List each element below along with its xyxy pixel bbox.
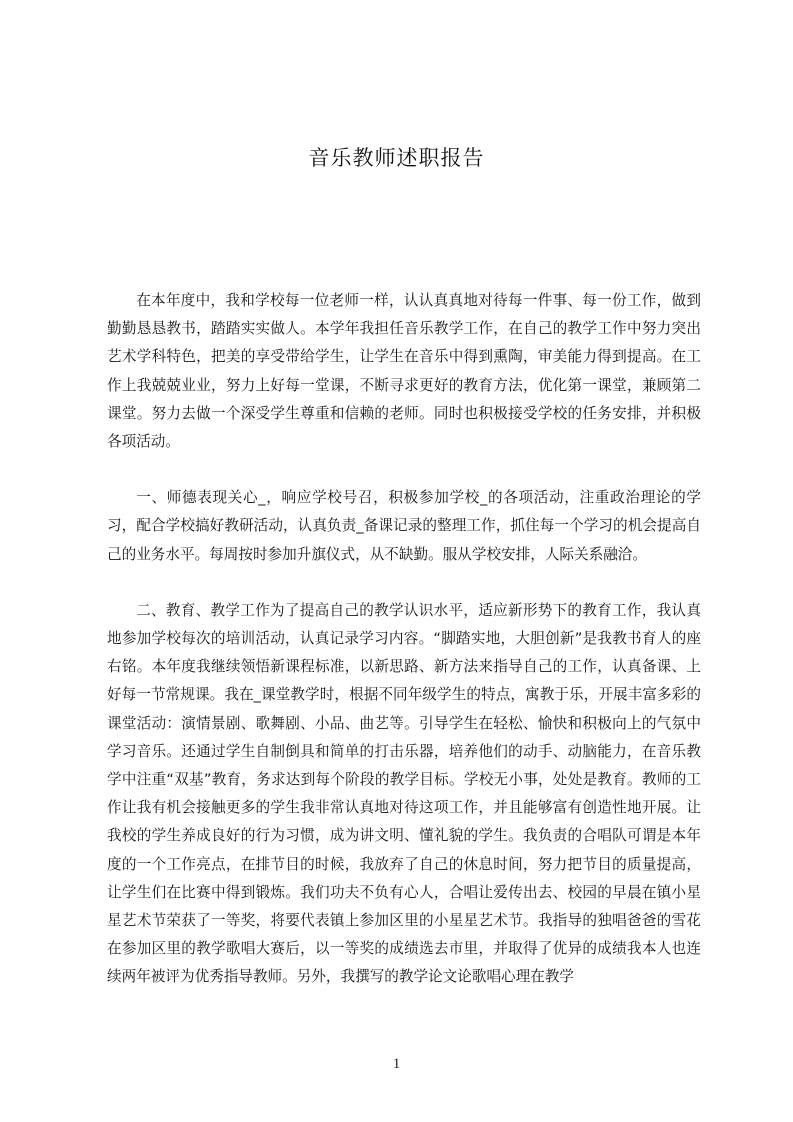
paragraph-intro: 在本年度中，我和学校每一位老师一样，认认真真地对待每一件事、每一份工作，做到勤勤恳恳教书，踏踏实实做人。本学年我担任音乐教学工作，在自己的教学工作中努力突出艺术学科特色，把美的享受带给学生，让学生在音乐中得到熏陶，审美能力得到提高。在工作上我兢兢业业，努力上好每一堂课，不断寻求更好的教育方法，优化第一课堂，兼顾第二课堂。努力去做一个深受学生尊重和信赖的老师。同时也积极接受学校的任务安排，并积极各项活动。	[107, 292, 701, 451]
paragraph-teaching: 二、教育、教学工作为了提高自己的教学认识水平，适应新形势下的教育工作，我认真地参加学校每次的培训活动，认真记录学习内容。“脚踏实地，大胆创新”是我教书育人的座右铭。本年度我继续领悟新课程标准，以新思路、新方法来指导自己的工作，认真备课、上好每一节常规课。我在_课堂教学时，根据不同年级学生的特点，寓教于乐，开展丰富多彩的课堂活动：演情景剧、歌舞剧、小品、曲艺等。引导学生在轻松、愉快和积极向上的气氛中学习音乐。还通过学生自制倒具和简单的打击乐器，培养他们的动手、动脑能力，在音乐教学中注重“双基”教育，务求达到每个阶段的教学目标。学校无小事，处处是教育。教师的工作让我有机会接触更多的学生我非常认真地对待这项工作，并且能够富有创造性地开展。让我校的学生养成良好的行为习惯，成为讲文明、懂礼貌的学生。我负责的合唱队可谓是本年度的一个工作亮点，在排节目的时候，我放弃了自己的休息时间，努力把节目的质量提高，让学生们在比赛中得到锻炼。我们功夫不负有心人，合唱让爱传出去、校园的早晨在镇小星星艺术节荣获了一等奖，将要代表镇上参加区里的小星星艺术节。我指导的独唱爸爸的雪花在参加区里的教学歌唱大赛后，以一等奖的成绩选去市里，并取得了优异的成绩我本人也连续两年被评为优秀指导教师。另外，我撰写的教学论文论歌唱心理在教学	[107, 601, 701, 986]
document-body	[107, 287, 701, 992]
page-number: 1	[392, 1056, 401, 1072]
paragraph-ethics: 一、师德表现关心_，响应学校号召，积极参加学校_的各项活动，注重政治理论的学习，配合学校搞好教研活动，认真负责_备课记录的整理工作，抓住每一个学习的机会提高自己的业务水平。每周按时参加升旗仪式，从不缺勤。服从学校安排，人际关系融洽。	[107, 489, 701, 563]
document-title: 音乐教师述职报告	[308, 146, 485, 170]
